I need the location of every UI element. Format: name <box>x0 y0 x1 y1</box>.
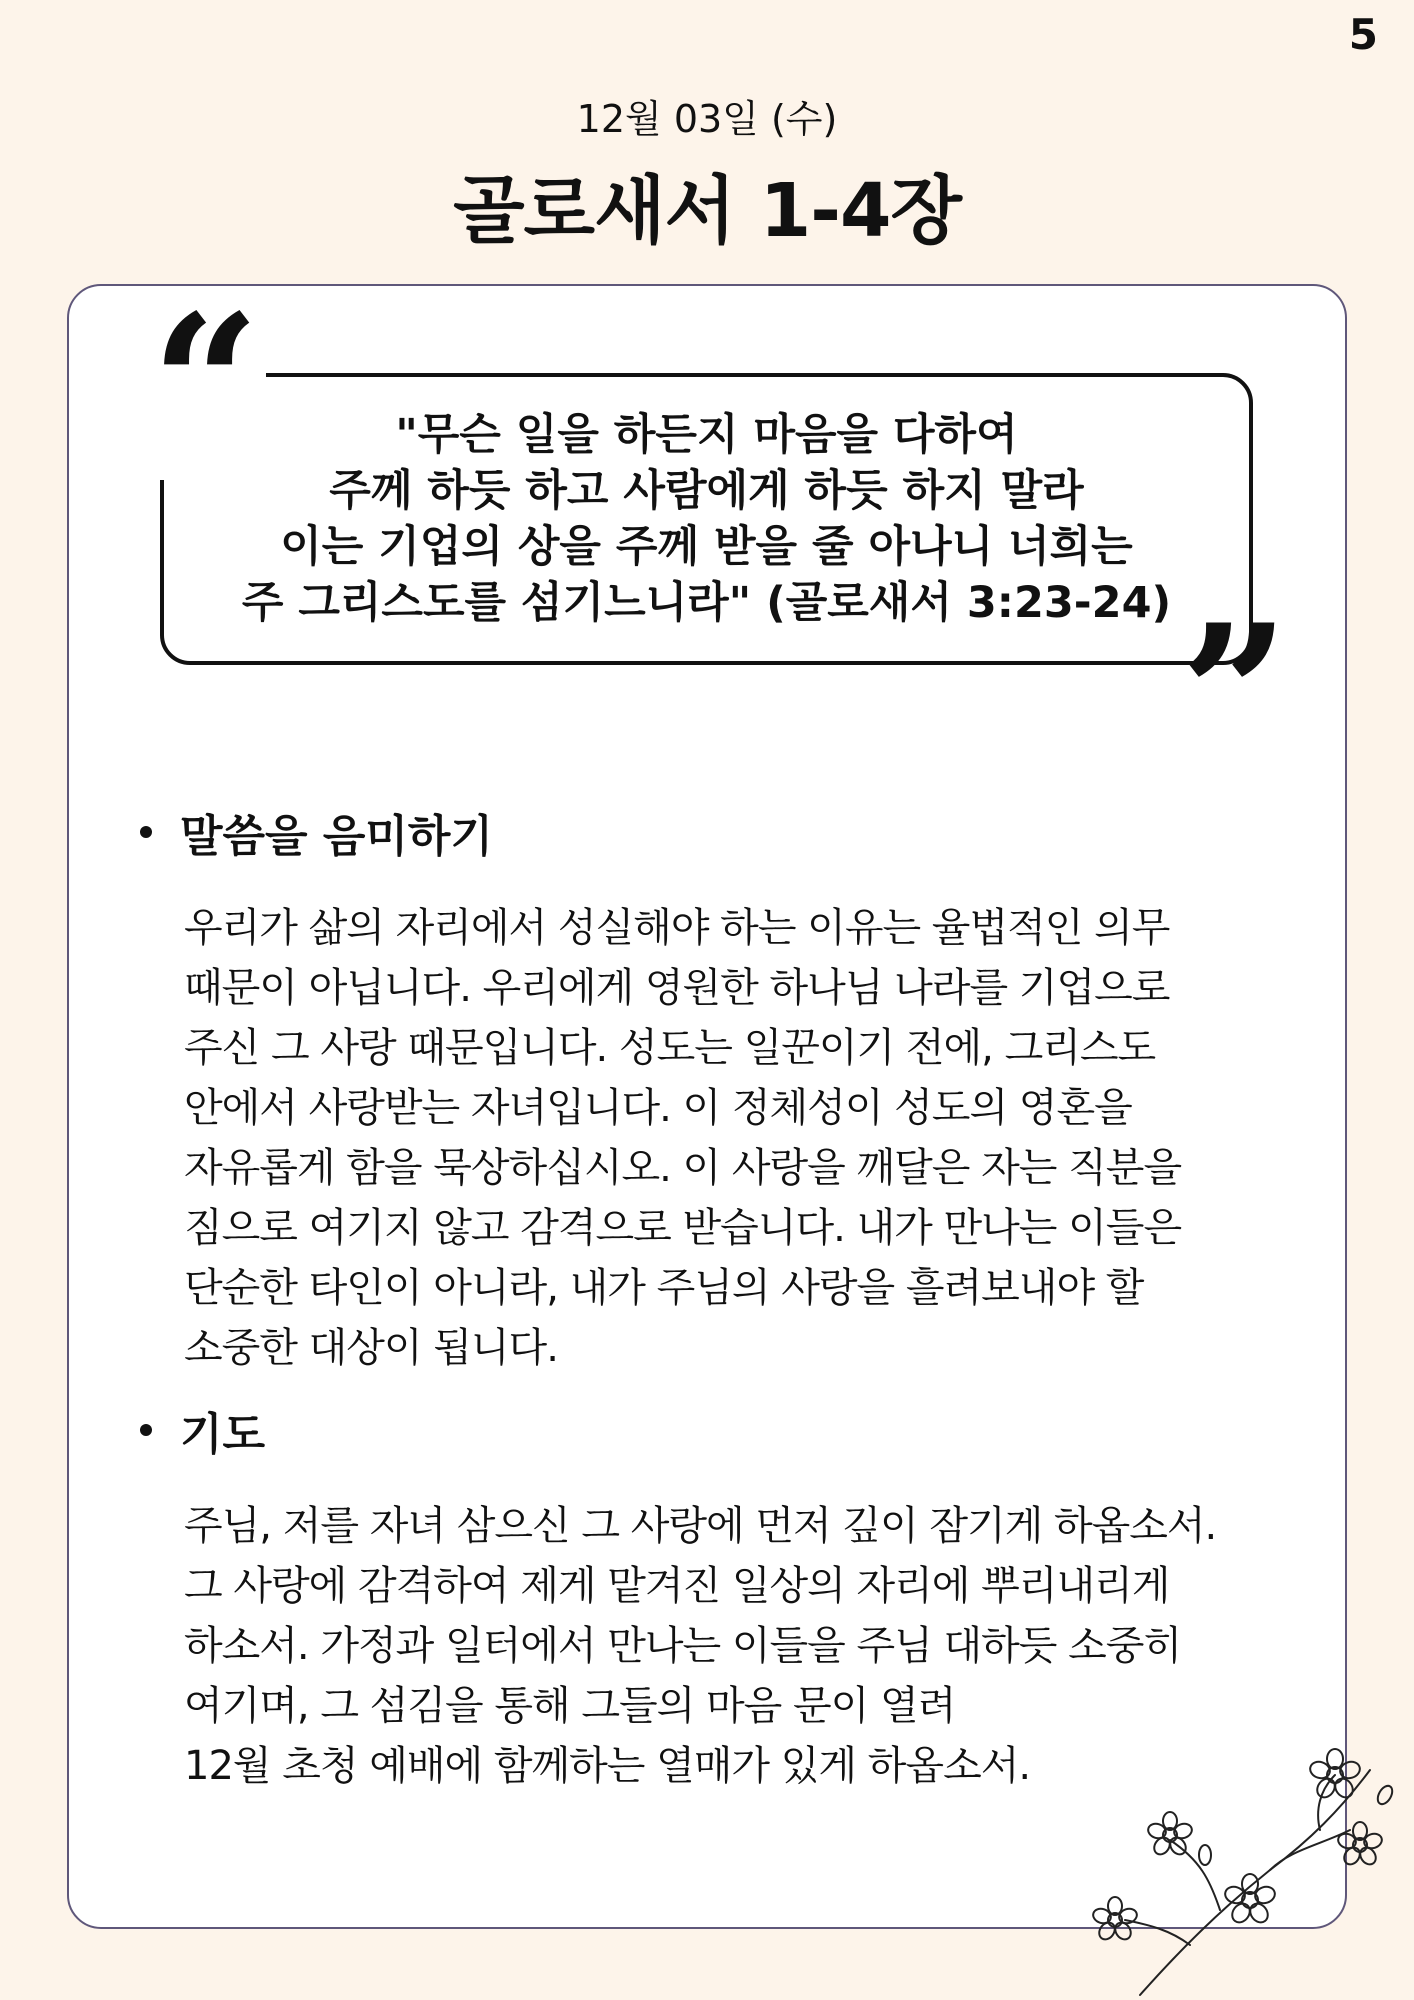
quote-line: 주 그리스도를 섬기느니라" (골로새서 3:23-24) <box>241 578 1172 628</box>
blossom-branch-icon <box>1020 1730 1410 2000</box>
meditation-section <box>140 800 1260 1378</box>
quote-line: "무슨 일을 하든지 마음을 다하여 <box>395 410 1018 460</box>
close-quote-icon: ” <box>1180 583 1290 806</box>
meditation-heading-row <box>140 800 1260 864</box>
page-number: 5 <box>1348 10 1378 59</box>
prayer-heading-row <box>140 1398 1260 1462</box>
bullet-icon <box>140 1424 152 1436</box>
meditation-body: 우리가 삶의 자리에서 성실해야 하는 이유는 율법적인 의무 때문이 아닙니다. 우리에게 영원한 하나님 나라를 기업으로 주신 그 사랑 때문입니다. 성도는 일꾼이기 전에, 그리스도 안에서 사랑받는 자녀입니다. 이 정체성이 성도의 영혼을 자유롭게 함을 묵상하십시오. 이 사랑을 깨달은 자는 직분을 짐으로 여기지 않고 감격으로 받습니다. 내가 만나는 이들은 단순한 타인이 아니라, 내가 주님의 사랑을 흘려보내야 할 소중한 대상이 됩니다. <box>184 905 1182 1371</box>
bullet-icon <box>140 826 152 838</box>
scripture-quote <box>242 407 1171 631</box>
scripture-quote-box <box>160 373 1253 665</box>
page-title: 골로새서 1-4장 <box>453 168 961 254</box>
quote-line: 주께 하듯 하고 사람에게 하듯 하지 말라 <box>329 466 1084 516</box>
prayer-body: 주님, 저를 자녀 삼으신 그 사랑에 먼저 깊이 잠기게 하옵소서. 그 사랑에 감격하여 제게 맡겨진 일상의 자리에 뿌리내리게 하소서. 가정과 일터에서 만나는 이들을 주님 대하듯 소중히 여기며, 그 섬김을 통해 그들의 마음 문이 열려 12월 초청 예배에 함께하는 열매가 있게 하옵소서. <box>184 1503 1217 1789</box>
quote-line: 이는 기업의 상을 주께 받을 줄 아나니 너희는 <box>280 522 1133 572</box>
page-date: 12월 03일 (수) <box>576 97 838 141</box>
open-quote-icon: “ <box>145 290 266 480</box>
meditation-heading: 말씀을 음미하기 <box>180 811 493 862</box>
prayer-heading: 기도 <box>180 1409 266 1460</box>
